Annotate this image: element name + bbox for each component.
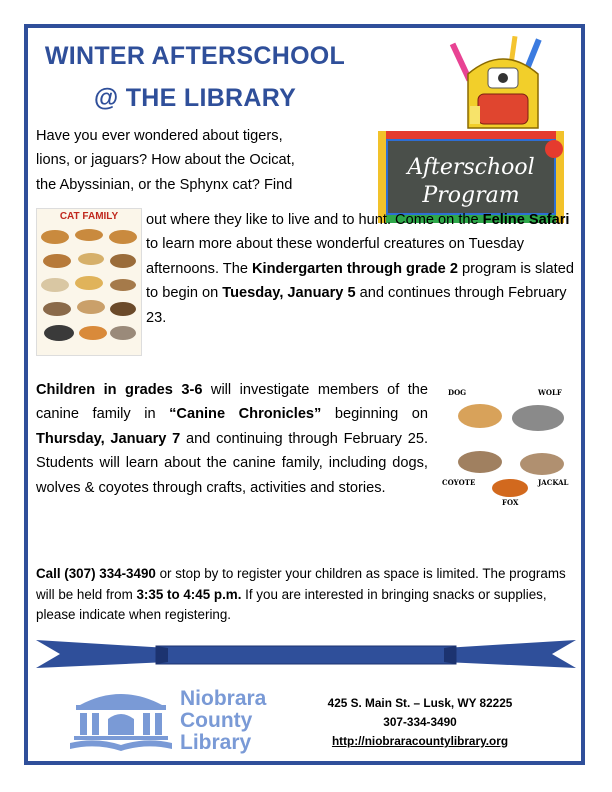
intro-line2: lions, or jaguars? How about the Ocicat, [36, 152, 295, 169]
library-contact [300, 694, 540, 751]
program-time: 3:35 to 4:45 p.m. [136, 586, 242, 602]
page-title-line1: WINTER AFTERSCHOOL [44, 42, 346, 70]
intro-text-c: program is slated to begin on [146, 260, 574, 302]
library-address: 425 S. Main St. – Lusk, WY 82225 [327, 696, 513, 710]
library-phone: 307-334-3490 [383, 715, 457, 729]
feline-start-date: Tuesday, January 5 [222, 285, 356, 302]
library-name-line2: County [180, 709, 253, 732]
canine-family-image [440, 384, 582, 510]
sign-text-line1: Afterschool [407, 155, 535, 180]
canine-text-a: will investigate members of the canine family in [36, 382, 428, 423]
page-title-line2: @ THE LIBRARY [93, 84, 297, 112]
sign-text-line2: Program [422, 183, 520, 208]
canines-illustration [440, 384, 582, 510]
library-name [180, 688, 266, 754]
canine-start-date: Thursday, January 7 [36, 430, 181, 447]
canine-label-fox: FOX [502, 498, 519, 507]
canine-label-wolf: WOLF [538, 388, 562, 397]
library-website-link[interactable]: http://niobraracountylibrary.org [331, 734, 509, 748]
intro-line1: Have you ever wondered about tigers, [36, 128, 283, 144]
backpack-illustration [448, 36, 558, 134]
cat-family-image [36, 208, 142, 356]
intro-text-a: out where they like to live and to hunt. Come on the [146, 212, 483, 228]
grade-range-k2: Kindergarten through grade 2 [252, 260, 458, 277]
intro-text-d: and continues through February 23. [146, 285, 567, 326]
canine-program-name: “Canine Chronicles” [169, 406, 322, 423]
registration-paragraph [36, 564, 584, 626]
library-logo-icon [66, 683, 176, 755]
intro-paragraph-rest [146, 208, 576, 330]
cat-family-label: CAT FAMILY [59, 211, 119, 222]
canine-text-b: beginning on [321, 406, 428, 423]
registration-text-a: or stop by to register your children as space is limited. The programs will be held from [36, 566, 566, 602]
intro-paragraph-top [36, 124, 366, 197]
feline-safari-name: Feline Safari [482, 212, 570, 228]
library-name-line1: Niobrara [180, 687, 267, 710]
call-phone: Call (307) 334-3490 [36, 566, 156, 581]
canine-label-dog: DOG [448, 388, 467, 397]
ribbon-divider [36, 632, 576, 674]
canine-label-jackal: JACKAL [538, 478, 569, 487]
canine-paragraph [36, 378, 428, 500]
intro-text-b: to learn more about these wonderful creatures on Tuesday afternoons. The [146, 236, 525, 277]
grade-range-3-6: Children in grades 3-6 [36, 382, 203, 398]
canine-text-c: and continuing through February 25. Students will learn about the canine family, including dogs, wolves & coyotes through crafts, activities and stories. [36, 430, 428, 496]
canine-label-coyote: COYOTE [442, 478, 476, 487]
intro-line3: the Abyssinian, or the Sphynx cat? Find [36, 176, 293, 193]
registration-text-b: If you are interested in bringing snacks or supplies, please indicate when registering. [36, 586, 547, 622]
library-name-line3: Library [180, 731, 252, 754]
cats-illustration [37, 223, 141, 353]
